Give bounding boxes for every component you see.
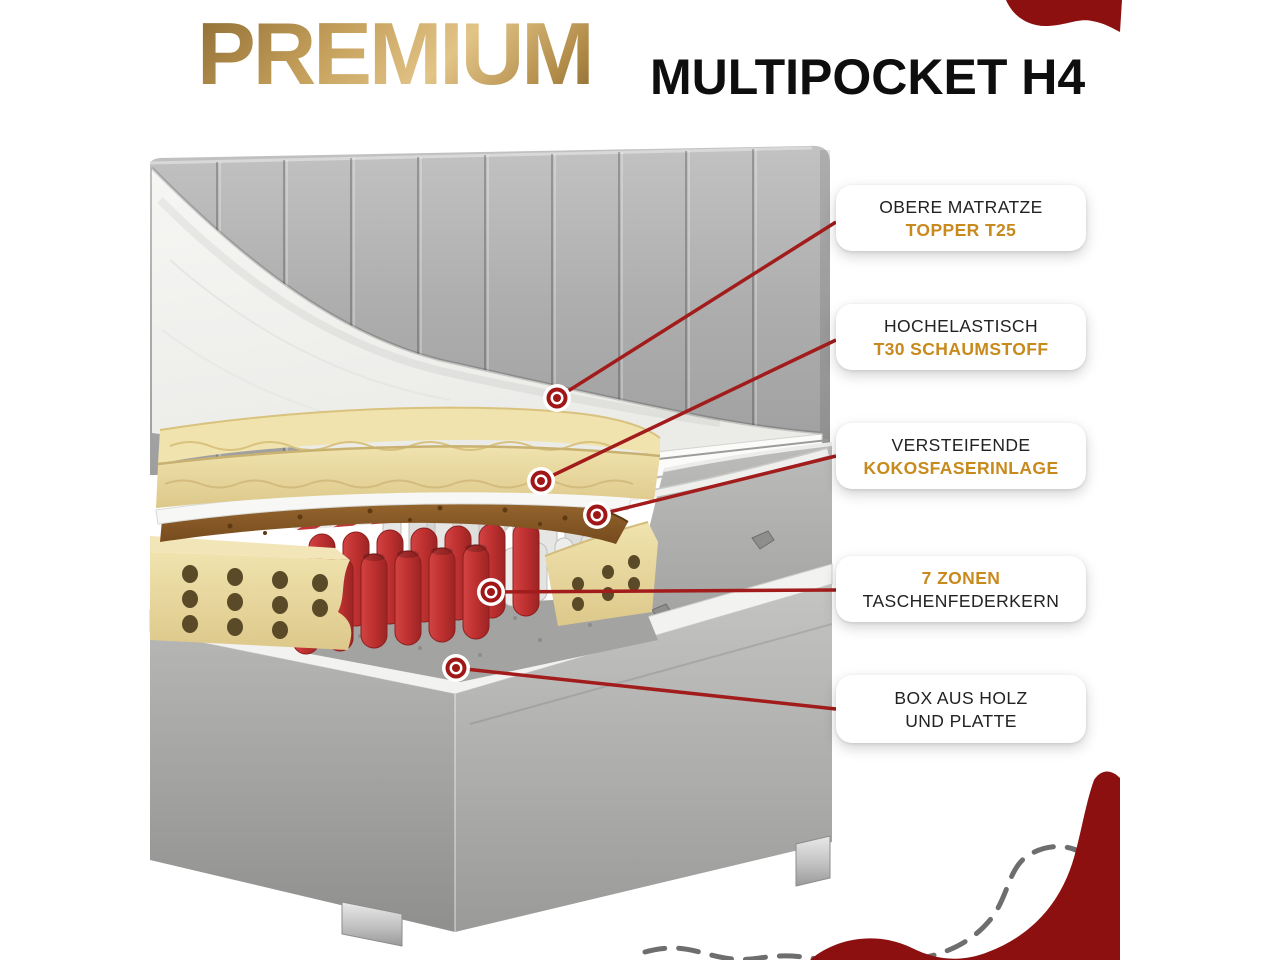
bed-foot-right xyxy=(796,836,830,886)
callout-line: TASCHENFEDERKERN xyxy=(862,590,1060,611)
callout-line: VERSTEIFENDE xyxy=(891,434,1031,455)
callout-card-coco xyxy=(836,423,1086,489)
marker-coco xyxy=(583,501,611,529)
marker-box xyxy=(442,654,470,682)
callout-line: T30 SCHAUMSTOFF xyxy=(873,338,1049,359)
latex-left-block xyxy=(150,536,351,650)
callout-line: BOX AUS HOLZ xyxy=(894,687,1028,708)
callout-card-box xyxy=(836,675,1086,743)
marker-foam xyxy=(527,467,555,495)
corner-swoosh-bottom xyxy=(810,772,1120,960)
callout-line: 7 ZONEN xyxy=(921,567,1001,588)
corner-swoosh-top xyxy=(1006,0,1122,32)
marker-springs xyxy=(477,578,505,606)
callout-card-topper xyxy=(836,185,1086,251)
callout-line: UND PLATTE xyxy=(905,710,1017,731)
callout-card-foam xyxy=(836,304,1086,370)
marker-topper xyxy=(543,384,571,412)
callout-line: OBERE MATRATZE xyxy=(879,196,1043,217)
title-premium: PREMIUM xyxy=(197,4,592,103)
callout-line: HOCHELASTISCH xyxy=(884,315,1038,336)
callout-line: KOKOSFASERINLAGE xyxy=(863,457,1059,478)
callout-card-springs xyxy=(836,556,1086,622)
callout-line: TOPPER T25 xyxy=(905,219,1017,240)
title-product: MULTIPOCKET H4 xyxy=(650,49,1086,105)
connector-line-springs xyxy=(491,590,836,592)
